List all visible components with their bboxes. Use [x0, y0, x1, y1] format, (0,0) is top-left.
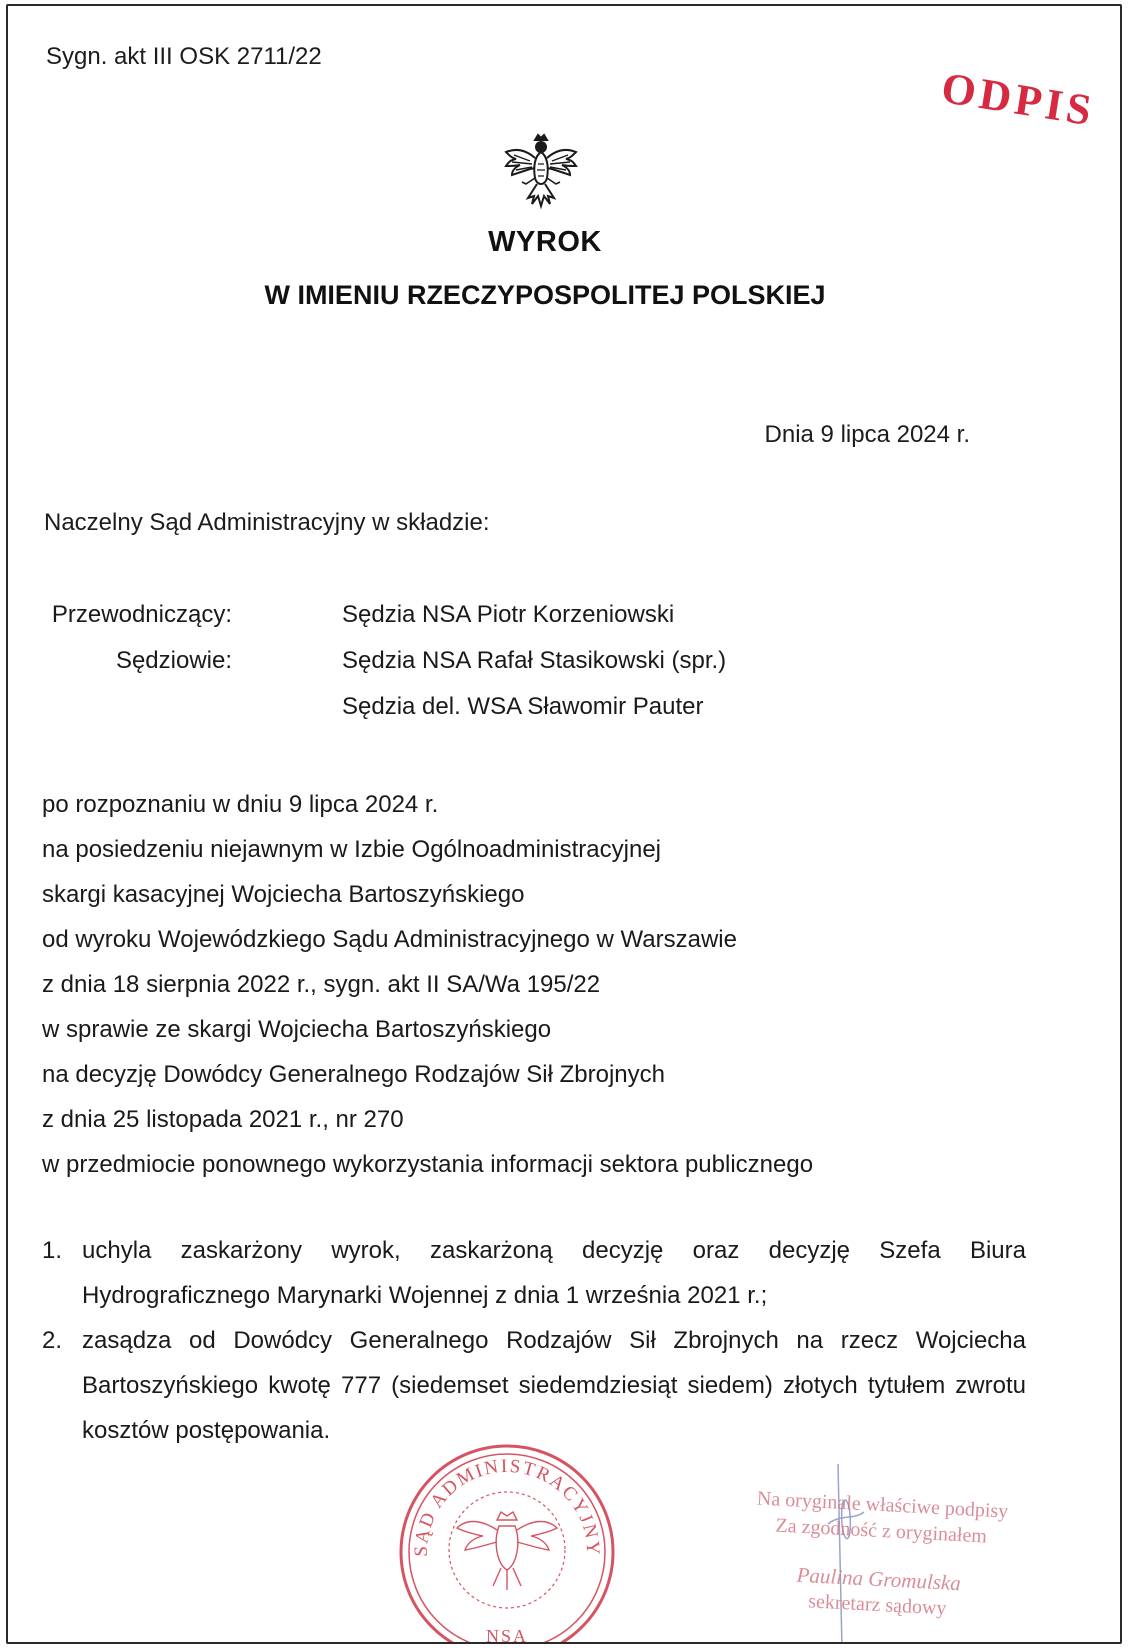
panel-judge-rapporteur: Sędzia NSA Rafał Stasikowski (spr.) [342, 647, 727, 674]
court-composition-heading: Naczelny Sąd Administracyjny w składzie: [44, 509, 490, 536]
seal-text-top: SĄD ADMINISTRACYJNY [410, 1455, 604, 1558]
case-signature: Sygn. akt III OSK 2711/22 [46, 43, 322, 70]
proceedings-line: na posiedzeniu niejawnym w Izbie Ogólnoadministracyjnej [42, 836, 661, 863]
proceedings-paragraph [42, 782, 813, 1187]
proceedings-line: w sprawie ze skargi Wojciecha Bartoszyńskiego [42, 1016, 552, 1043]
judgment-title: WYROK [488, 226, 602, 258]
ruling-item-number: 2. [42, 1327, 63, 1354]
ruling-item [42, 1318, 1026, 1453]
polish-eagle-emblem-icon [502, 132, 580, 212]
certification-original-signatures: Na oryginale właściwe podpisy [756, 1487, 1009, 1523]
panel-judge-chair: Sędzia NSA Piotr Korzeniowski [342, 601, 675, 628]
proceedings-line: od wyroku Wojewódzkiego Sądu Administracyjnego w Warszawie [42, 926, 737, 953]
proceedings-line: skargi kasacyjnej Wojciecha Bartoszyńskiego [42, 881, 525, 908]
proceedings-line: w przedmiocie ponownego wykorzystania informacji sektora publicznego [42, 1151, 814, 1178]
ruling-item-number: 1. [42, 1237, 63, 1264]
odpis-stamp: ODPIS [938, 62, 1099, 136]
certification-signatory-position: sekretarz sądowy [807, 1590, 948, 1620]
ruling-list [42, 1228, 1026, 1453]
panel-role-judges: Sędziowie: [115, 647, 232, 674]
ruling-item [42, 1228, 1026, 1318]
ruling-item-text: zasądza od Dowódcy Generalnego Rodzajów Sił Zbrojnych na rzecz Wojciecha Bartoszyńskiego kwotę 777 (siedemset siedemdziesiąt siedem) złotych tytułem zwrotu kosztów postępowania. [82, 1327, 1026, 1444]
proceedings-line: po rozpoznaniu w dniu 9 lipca 2024 r. [42, 791, 439, 818]
certification-conformity: Za zgodność z oryginałem [775, 1514, 988, 1548]
proceedings-line: z dnia 18 sierpnia 2022 r., sygn. akt II SA/Wa 195/22 [42, 971, 601, 998]
seal-text-bottom: NSA [485, 1626, 529, 1646]
panel-judge-delegated: Sędzia del. WSA Sławomir Pauter [342, 693, 704, 720]
judgment-date: Dnia 9 lipca 2024 r. [764, 421, 970, 448]
court-seal-stamp [393, 1438, 621, 1644]
judgment-document [6, 4, 1122, 1644]
judgment-subtitle: W IMIENIU RZECZYPOSPOLITEJ POLSKIEJ [264, 280, 826, 310]
proceedings-line: z dnia 25 listopada 2021 r., nr 270 [42, 1106, 404, 1133]
proceedings-line: na decyzję Dowódcy Generalnego Rodzajów Sił Zbrojnych [42, 1061, 665, 1088]
ruling-item-text: uchyla zaskarżony wyrok, zaskarżoną decyzję oraz decyzję Szefa Biura Hydrograficznego Marynarki Wojennej z dnia 1 września 2021 r.; [82, 1237, 1026, 1309]
certification-signatory-name: Paulina Gromulska [796, 1562, 962, 1596]
panel-role-chair: Przewodniczący: [51, 601, 232, 628]
certification-block [727, 1484, 1033, 1626]
